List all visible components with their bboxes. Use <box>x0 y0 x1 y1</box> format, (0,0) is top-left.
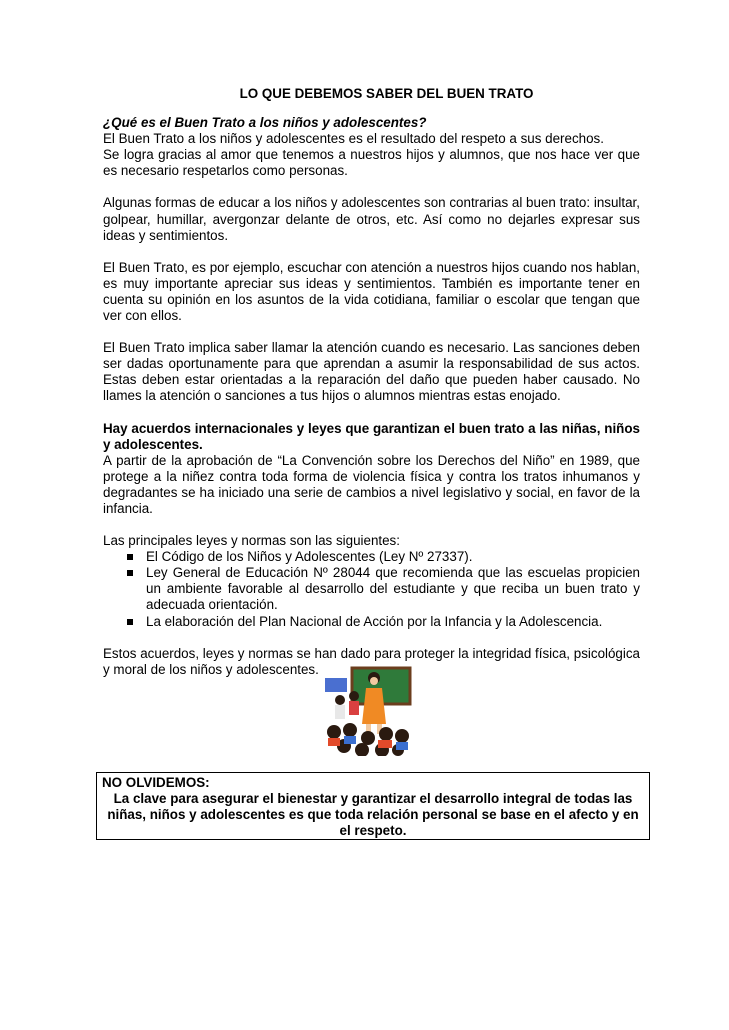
list-item: La elaboración del Plan Nacional de Acción por la Infancia y la Adolescencia. <box>103 614 640 630</box>
paragraph-example: El Buen Trato, es por ejemplo, escuchar con atención a nuestros hijos cuando nos hablan, es muy importante apreciar sus ideas y sentimientos. También es importante tener en cuenta su opinión en los asuntos de la vida cotidiana, familiar o escolar que tengan que ver con ellos. <box>103 259 640 324</box>
list-item: Ley General de Educación Nº 28044 que recomienda que las escuelas propicien un ambiente favorable al desarrollo del estudiante y que reciba un buen trato y adecuada orientación. <box>103 565 640 613</box>
list-item: El Código de los Niños y Adolescentes (Ley Nº 27337). <box>103 549 640 565</box>
paragraph-convention: A partir de la aprobación de “La Convención sobre los Derechos del Niño” en 1989, que protege a la niñez contra toda forma de violencia física y contra los tratos inhumanos y degradantes se ha iniciado una serie de cambios a nivel legislativo y social, en favor de la infancia. <box>103 452 640 516</box>
bullet-icon <box>127 570 133 576</box>
paragraph-sanctions: El Buen Trato implica saber llamar la atención cuando es necesario. Las sanciones deben ser dadas oportunamente para que aprendan a asumir la responsabilidad de sus actos. Estas deben estar orientadas a la reparación del daño que pueden haber causado. No llames la atención o sanciones a tus hijos o alumnos mientras estas enojado. <box>103 340 640 404</box>
section-question: ¿Qué es el Buen Trato a los niños y adolescentes? <box>103 115 427 131</box>
bullet-icon <box>127 619 133 625</box>
document-body <box>103 86 640 678</box>
classroom-illustration <box>322 666 414 756</box>
paragraph-love: Se logra gracias al amor que tenemos a nuestros hijos y alumnos, que nos hace ver que es necesario respetarlos como personas. <box>103 147 640 179</box>
reminder-box <box>96 772 650 840</box>
document-title: LO QUE DEBEMOS SABER DEL BUEN TRATO <box>239 86 534 101</box>
bullet-icon <box>127 554 133 560</box>
reminder-text: La clave para asegurar el bienestar y garantizar el desarrollo integral de todas las niñas, niños y adolescentes es que toda relación personal se base en el afecto y en el respeto. <box>107 791 639 838</box>
laws-list <box>103 549 640 629</box>
paragraph-contrary: Algunas formas de educar a los niños y adolescentes son contrarias al buen trato: insultar, golpear, humillar, avergonzar delante de otros, etc. Así como no dejarles expresar sus ideas y sentimientos. <box>103 195 640 243</box>
list-intro: Las principales leyes y normas son las siguientes: <box>103 533 400 549</box>
reminder-heading: NO OLVIDEMOS: <box>102 775 210 790</box>
section-heading-agreements: Hay acuerdos internacionales y leyes que garantizan el buen trato a las niñas, niños y adolescentes. <box>103 420 640 452</box>
paragraph-definition: El Buen Trato a los niños y adolescentes es el resultado del respeto a sus derechos. <box>103 131 604 147</box>
paragraph-closing: Estos acuerdos, leyes y normas se han dado para proteger la integridad física, psicológica y moral de los niños y adolescentes. <box>103 645 640 677</box>
